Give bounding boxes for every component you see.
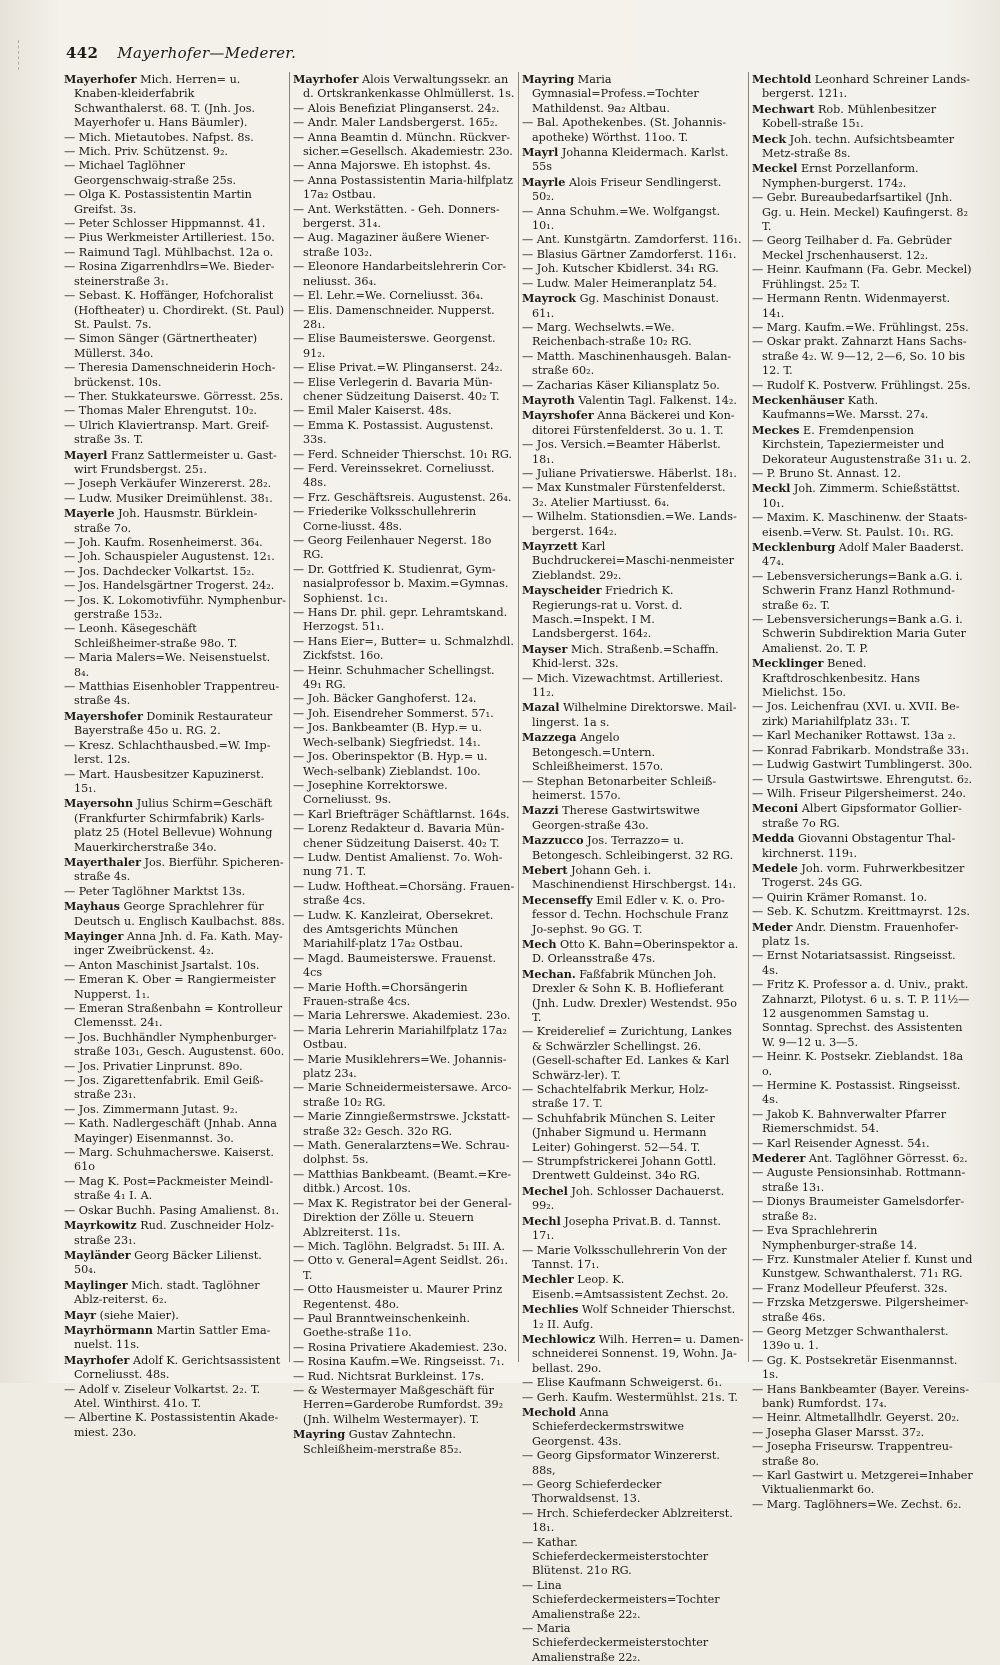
directory-subentry: — Hans Bankbeamter (Bayer. Vereins-bank) Rumfordst. 17₄.: [752, 1383, 974, 1412]
directory-subentry: — Joh. Kaufm. Rosenheimerst. 36₄.: [64, 536, 286, 550]
directory-subentry: — Dionys Braumeister Gamelsdorfer-straße 8₂.: [752, 1195, 974, 1224]
column-3: [522, 72, 744, 1664]
directory-subentry: — Gg. K. Postsekretär Eisenmannst. 1s.: [752, 1354, 974, 1383]
directory-subentry: — Marie Volksschullehrerin Von der Tannst. 17₁.: [522, 1244, 744, 1273]
directory-subentry: — Mart. Hausbesitzer Kapuzinerst. 15₁.: [64, 768, 286, 797]
directory-subentry: — P. Bruno St. Annast. 12.: [752, 467, 974, 481]
directory-subentry: — Georg Feilenhauer Negerst. 18o RG.: [293, 534, 515, 563]
directory-subentry: — Maria Malers=We. Neisenstuelst. 8₄.: [64, 651, 286, 680]
directory-subentry: — Elise Privat.=W. Plinganserst. 24₂.: [293, 361, 515, 375]
directory-subentry: — Maria Lehrerin Mariahilfplatz 17a₂ Ostbau.: [293, 1024, 515, 1053]
directory-subentry: — Kathar. Schieferdeckermeisterstochter Blütenst. 21o RG.: [522, 1536, 744, 1579]
directory-subentry: — Dr. Gottfried K. Studienrat, Gym-nasialprofessor b. Maxim.=Gymnas. Sophienst. 1c₁.: [293, 563, 515, 606]
directory-subentry: — Anna Schuhm.=We. Wolfgangst. 10₁.: [522, 205, 744, 234]
directory-entry: Mayring Gustav Zahntechn. Schleißheim-merstraße 85₂.: [293, 1427, 462, 1456]
column-divider: [518, 72, 519, 1362]
directory-subentry: — Matthias Eisenhobler Trappentreu-straße 4s.: [64, 680, 286, 709]
directory-entry: Mayrshofer Anna Bäckerei und Kon-ditorei Fürstenfelderst. 3o u. 1. T.: [522, 408, 735, 437]
column-2: [293, 72, 515, 1456]
directory-entry: Mayser Mich. Straßenb.=Schaffn. Khid-lerst. 32s.: [522, 641, 719, 671]
directory-subentry: — Georg Gipsformator Winzererst. 88s,: [522, 1449, 744, 1478]
directory-subentry: — Auguste Pensionsinhab. Rottmann-straße 13₁.: [752, 1166, 974, 1195]
directory-subentry: — Lina Schieferdeckermeisters=Tochter Amalienstraße 22₂.: [522, 1579, 744, 1622]
directory-subentry: — Kath. Nadlergeschäft (Jnhab. Anna Mayinger) Eisenmannst. 3o.: [64, 1117, 286, 1146]
directory-subentry: — Rosina Zigarrenhdlrs=We. Bieder-steinerstraße 3₁.: [64, 260, 286, 289]
directory-entry: Mechlies Wolf Schneider Thierschst. 1₂ II. Aufg.: [522, 1302, 736, 1331]
directory-subentry: — Jos. Oberinspektor (B. Hyp.= u. Wech-selbank) Zieblandst. 10o.: [293, 750, 515, 779]
directory-subentry: — Otto v. General=Agent Seidlst. 26₁. T.: [293, 1254, 515, 1283]
directory-subentry: — Hrch. Schieferdecker Ablzreiterst. 18₁.: [522, 1507, 744, 1536]
directory-subentry: — Eva Sprachlehrerin Nymphenburger-straße 14.: [752, 1224, 974, 1253]
directory-subentry: — Zacharias Käser Kiliansplatz 5o.: [522, 379, 744, 393]
directory-entry: Mayring Maria Gymnasial=Profess.=Tochter Mathildenst. 9a₂ Altbau.: [522, 72, 699, 115]
directory-entry: Mayländer Georg Bäcker Lilienst. 50₄.: [64, 1247, 262, 1277]
directory-subentry: — Ludw. Maler Heimeranplatz 54.: [522, 277, 744, 291]
directory-subentry: — Maria Schieferdeckermeisterstochter Amalienstraße 22₂.: [522, 1622, 744, 1665]
directory-subentry: — Ferd. Vereinssekret. Corneliusst. 48s.: [293, 462, 515, 491]
directory-subentry: — Marie Hofth.=Chorsängerin Frauen-straße 4cs.: [293, 981, 515, 1010]
directory-entry: Meckel Ernst Porzellanform. Nymphen-burgerst. 174₂.: [752, 161, 919, 190]
directory-entry: Mayerthaler Jos. Bierführ. Spicheren-straße 4s.: [64, 854, 284, 884]
directory-entry: Mechel Joh. Schlosser Dachauerst. 99₂.: [522, 1183, 725, 1213]
directory-entry: Mayhaus George Sprachlehrer für Deutsch u. Englisch Kaulbachst. 88s.: [64, 899, 285, 928]
directory-entry: Mecenseffy Emil Edler v. K. o. Pro-fessor d. Techn. Hochschule Franz Jo-sephst. 9o GG. T.: [522, 892, 729, 936]
column-divider: [748, 72, 749, 1362]
directory-entry: Mechtold Leonhard Schreiner Lands-bergerst. 121₁.: [752, 72, 971, 101]
directory-subentry: — Jos. Bankbeamter (B. Hyp.= u. Wech-selbank) Siegfriedst. 14₁.: [293, 721, 515, 750]
directory-subentry: — Karl Mechaniker Rottawst. 13a ₂.: [752, 729, 974, 743]
directory-subentry: — Jos. Zigarettenfabrik. Emil Geiß-straße 23₁.: [64, 1074, 286, 1103]
directory-entry: Mayrhofer Adolf K. Gerichtsassistent Corneliusst. 48s.: [64, 1352, 281, 1382]
directory-subentry: — & Westermayer Maßgeschäft für Herren=Garderobe Rumfordst. 39₂ (Jnh. Wilhelm Westermayer). T.: [293, 1384, 515, 1427]
directory-subentry: — Kresz. Schlachthausbed.=W. Imp-lerst. 12s.: [64, 739, 286, 768]
directory-entry: Mayroth Valentin Tagl. Falkenst. 14₂.: [522, 392, 737, 407]
directory-subentry: — Ant. Werkstätten. - Geh. Donners-bergerst. 31₄.: [293, 203, 515, 232]
directory-subentry: — Ludw. Hoftheat.=Chorsäng. Frauen-straße 4cs.: [293, 880, 515, 909]
directory-subentry: — Fritz K. Professor a. d. Univ., prakt. Zahnarzt, Pilotyst. 6 u. s. T. P. 11½—12 ausgenommen Samstag u. Sonntag. Sprechst. des Assistenten W. 9—12 u. 3—5.: [752, 978, 974, 1050]
directory-subentry: — Heinr. Kaufmann (Fa. Gebr. Meckel) Frühlingst. 25₂ T.: [752, 263, 974, 292]
directory-subentry: — Rosina Kaufm.=We. Ringseisst. 7₁.: [293, 1355, 515, 1369]
directory-subentry: — Elis. Damenschneider. Nupperst. 28₁.: [293, 304, 515, 333]
directory-entry: Mechold Anna Schieferdeckermstrswitwe Georgenst. 43s.: [522, 1404, 685, 1448]
directory-subentry: — Schachtelfabrik Merkur, Holz-straße 17. T.: [522, 1083, 744, 1112]
directory-subentry: — Jakob K. Bahnverwalter Pfarrer Riemerschmidst. 54.: [752, 1108, 974, 1137]
running-title: Mayerhofer—Mederer.: [117, 44, 297, 62]
directory-subentry: — Hermine K. Postassist. Ringseisst. 4s.: [752, 1079, 974, 1108]
directory-subentry: — Jos. Versich.=Beamter Häberlst. 18₁.: [522, 438, 744, 467]
directory-subentry: — Anna Postassistentin Maria-hilfplatz 17a₂ Ostbau.: [293, 174, 515, 203]
directory-subentry: — Schuhfabrik München S. Leiter (Jnhaber Sigmund u. Hermann Leiter) Gohingerst. 52—54. T.: [522, 1112, 744, 1155]
directory-subentry: — Maxim. K. Maschinenw. der Staats-eisenb.=Verw. St. Paulst. 10₁. RG.: [752, 511, 974, 540]
directory-subentry: — Joh. Eisendreher Sommerst. 57₁.: [293, 707, 515, 721]
column-divider: [289, 72, 290, 1362]
directory-subentry: — Josepha Friseursw. Trappentreu-straße 8o.: [752, 1440, 974, 1469]
directory-subentry: — Georg Teilhaber d. Fa. Gebrüder Meckel Jrschenhauserst. 12₂.: [752, 234, 974, 263]
directory-entry: Mecklinger Bened. Kraftdroschkenbesitz. Hans Mielichst. 15o.: [752, 656, 921, 700]
directory-subentry: — Karl Reisender Agnesst. 54₁.: [752, 1137, 974, 1151]
directory-subentry: — Jos. Privatier Linprunst. 89o.: [64, 1060, 286, 1074]
directory-subentry: — Marg. Taglöhners=We. Zechst. 6₂.: [752, 1498, 974, 1512]
directory-subentry: — Lebensversicherungs=Bank a.G. i. Schwerin Subdirektion Maria Guter Amalienst. 2o. T. P.: [752, 613, 974, 656]
directory-subentry: — Matthias Bankbeamt. (Beamt.=Kre-ditbk.) Arcost. 10s.: [293, 1168, 515, 1197]
directory-subentry: — Ulrich Klaviertransp. Mart. Greif-straße 3s. T.: [64, 419, 286, 448]
directory-subentry: — Josephine Korrektorswe. Corneliusst. 9s.: [293, 779, 515, 808]
directory-subentry: — Georg Schieferdecker Thorwaldsenst. 13.: [522, 1478, 744, 1507]
directory-entry: Mayrkowitz Rud. Zuschneider Holz-straße 23₁.: [64, 1218, 275, 1247]
directory-subentry: — Jos. Buchhändler Nymphenburger-straße 103₁, Gesch. Augustenst. 60o.: [64, 1031, 286, 1060]
directory-subentry: — Emma K. Postassist. Augustenst. 33s.: [293, 419, 515, 448]
directory-subentry: — Ferd. Schneider Thierschst. 10₁ RG.: [293, 448, 515, 462]
directory-entry: Medele Joh. vorm. Fuhrwerkbesitzer Trogerst. 24s GG.: [752, 860, 965, 890]
directory-subentry: — Kreiderelief = Zurichtung, Lankes & Schwärzler Schellingst. 26. (Gesell-schafter Ed. Lankes & Karl Schwärz-ler). T.: [522, 1025, 744, 1083]
directory-subentry: — Joh. Bäcker Ganghoferst. 12₄.: [293, 692, 515, 706]
directory-subentry: — Ursula Gastwirtswe. Ehrengutst. 6₂.: [752, 773, 974, 787]
directory-subentry: — El. Lehr.=We. Corneliusst. 36₄.: [293, 289, 515, 303]
directory-entry: Mazzucco Jos. Terrazzo= u. Betongesch. Schleibingerst. 32 RG.: [522, 833, 734, 862]
directory-entry: Mechler Leop. K. Eisenb.=Amtsassistent Zechst. 2o.: [522, 1272, 729, 1301]
directory-subentry: — Simon Sänger (Gärtnertheater) Müllerst. 34o.: [64, 332, 286, 361]
directory-entry: Mech Otto K. Bahn=Oberinspektor a. D. Orleansstraße 47s.: [522, 936, 739, 966]
directory-entry: Medda Giovanni Obstagentur Thal-kirchnerst. 119₁.: [752, 831, 956, 860]
directory-entry: Mechlowicz Wilh. Herren= u. Damen-schneiderei Sonnenst. 19, Wohn. Ja-bellast. 29o.: [522, 1331, 744, 1375]
directory-entry: Mazzega Angelo Betongesch.=Untern. Schleißheimerst. 157o.: [522, 730, 664, 774]
directory-subentry: — Mag K. Post=Packmeister Meindl-straße 4₁ I. A.: [64, 1175, 286, 1204]
directory-entry: Mechwart Rob. Mühlenbesitzer Kobell-straße 15₁.: [752, 101, 937, 131]
directory-entry: Mebert Johann Geh. i. Maschinendienst Hirschbergst. 14₁.: [522, 862, 737, 892]
directory-subentry: — Frzska Metzgerswe. Pilgersheimer-straße 46s.: [752, 1296, 974, 1325]
directory-subentry: — Max K. Registrator bei der General-Direktion der Zölle u. Steuern Ablzreiterst. 11s.: [293, 1197, 515, 1240]
directory-entry: Mayrle Alois Friseur Sendlingerst. 50₂.: [522, 174, 722, 204]
directory-subentry: — Blasius Gärtner Zamdorferst. 116₁.: [522, 248, 744, 262]
directory-subentry: — Raimund Tagl. Mühlbachst. 12a o.: [64, 246, 286, 260]
directory-subentry: — Josepha Glaser Marsst. 37₂.: [752, 1426, 974, 1440]
directory-subentry: — Elise Kaufmann Schweigerst. 6₁.: [522, 1376, 744, 1390]
page-edge-mark: [18, 40, 22, 70]
directory-subentry: — Max Kunstmaler Fürstenfelderst. 3₂. Atelier Martiusst. 6₄.: [522, 481, 744, 510]
directory-subentry: — Ernst Notariatsassist. Ringseisst. 4s.: [752, 949, 974, 978]
directory-subentry: — Albertine K. Postassistentin Akade-miest. 23o.: [64, 1411, 286, 1440]
directory-entry: Mayrhörmann Martin Sattler Ema-nuelst. 11s.: [64, 1322, 271, 1352]
directory-subentry: — Mich. Mietautobes. Nafpst. 8s.: [64, 131, 286, 145]
directory-subentry: — Franz Modelleur Pfeuferst. 32s.: [752, 1282, 974, 1296]
directory-entry: Meder Andr. Dienstm. Frauenhofer-platz 1s.: [752, 919, 959, 948]
directory-subentry: — Math. Generalarztens=We. Schrau-dolphst. 5s.: [293, 1139, 515, 1168]
directory-subentry: — Ludwig Gastwirt Tumblingerst. 30o.: [752, 758, 974, 772]
directory-entry: Mayrhofer Alois Verwaltungssekr. an d. Ortskrankenkasse Ohlmüllerst. 1s.: [293, 72, 515, 101]
directory-subentry: — Marg. Schuhmacherswe. Kaiserst. 61o: [64, 1146, 286, 1175]
directory-entry: Mayerle Joh. Hausmstr. Bürklein-straße 7o.: [64, 506, 258, 535]
directory-entry: Mayinger Anna Jnh. d. Fa. Kath. May-inger Zweibrückenst. 4₂.: [64, 928, 283, 958]
directory-entry: Maylinger Mich. stadt. Taglöhner Ablz-reiterst. 6₂.: [64, 1277, 260, 1307]
directory-subentry: — Juliane Privatierswe. Häberlst. 18₁.: [522, 467, 744, 481]
directory-subentry: — Konrad Fabrikarb. Mondstraße 33₁.: [752, 744, 974, 758]
directory-subentry: — Wilh. Friseur Pilgersheimerst. 24o.: [752, 787, 974, 801]
directory-subentry: — Joseph Verkäufer Winzererst. 28₂.: [64, 477, 286, 491]
directory-entry: Mechl Josepha Privat.B. d. Tannst. 17₁.: [522, 1213, 722, 1243]
directory-subentry: — Andr. Maler Landsbergerst. 165₂.: [293, 116, 515, 130]
directory-subentry: — Marie Zinngießermstrswe. Jckstatt-straße 32₂ Gesch. 32o RG.: [293, 1110, 515, 1139]
directory-entry: Mecklenburg Adolf Maler Baaderst. 47₄.: [752, 540, 964, 569]
directory-subentry: — Oskar prakt. Zahnarzt Hans Sachs-straße 4₂. W. 9—12, 2—6, So. 10 bis 12. T.: [752, 335, 974, 378]
directory-subentry: — Mich. Taglöhn. Belgradst. 5₁ III. A.: [293, 1240, 515, 1254]
directory-subentry: — Sebast. K. Hoffänger, Hofchoralist (Hoftheater) u. Chordirekt. (St. Paul) St. Paulst. 7s.: [64, 289, 286, 332]
directory-subentry: — Aug. Magaziner äußere Wiener-straße 103₂.: [293, 231, 515, 260]
directory-subentry: — Elise Baumeisterswe. Georgenst. 91₂.: [293, 332, 515, 361]
directory-entry: Meck Joh. techn. Aufsichtsbeamter Metz-straße 8s.: [752, 131, 955, 161]
directory-subentry: — Jos. Zimmermann Jutast. 9₂.: [64, 1103, 286, 1117]
directory-subentry: — Michael Taglöhner Georgenschwaig-straße 25s.: [64, 159, 286, 188]
directory-subentry: — Anna Beamtin d. Münchn. Rückver-sicher.=Gesellsch. Akademiestr. 23o.: [293, 131, 515, 160]
column-1: [64, 72, 286, 1439]
directory-subentry: — Karl Gastwirt u. Metzgerei=Inhaber Viktualienmarkt 6o.: [752, 1469, 974, 1498]
directory-subentry: — Hermann Rentn. Widenmayerst. 14₁.: [752, 292, 974, 321]
directory-subentry: — Anna Majorswe. Eh istophst. 4s.: [293, 159, 515, 173]
directory-subentry: — Jos. Dachdecker Volkartst. 15₂.: [64, 565, 286, 579]
directory-subentry: — Seb. K. Schutzm. Kreittmayrst. 12s.: [752, 905, 974, 919]
directory-entry: Mayershofer Dominik Restaurateur Bayerstraße 45o u. RG. 2.: [64, 708, 273, 738]
directory-subentry: — Joh. Kutscher Kbidlerst. 34₁ RG.: [522, 262, 744, 276]
directory-subentry: — Emeran K. Ober = Rangiermeister Nupperst. 1₁.: [64, 973, 286, 1002]
directory-subentry: — Heinr. K. Postsekr. Zieblandst. 18a o.: [752, 1050, 974, 1079]
directory-subentry: — Mich. Vizewachtmst. Artilleriest. 11₂.: [522, 672, 744, 701]
directory-entry: Meckl Joh. Zimmerm. Schießstättst. 10₁.: [752, 481, 961, 510]
directory-subentry: — Ant. Kunstgärtn. Zamdorferst. 116₁.: [522, 233, 744, 247]
directory-subentry: — Otto Hausmeister u. Maurer Prinz Regentenst. 48o.: [293, 1283, 515, 1312]
directory-entry: Mayrzett Karl Buchdruckerei=Maschi-nenmeister Zieblandst. 29₂.: [522, 539, 734, 582]
directory-subentry: — Mich. Priv. Schützenst. 9₂.: [64, 145, 286, 159]
directory-entry: Mechan. Faßfabrik München Joh. Drexler & Sohn K. B. Hoflieferant (Jnh. Ludw. Drexler) Westendst. 95o T.: [522, 966, 737, 1024]
directory-subentry: — Wilhelm. Stationsdien.=We. Lands-bergerst. 164₂.: [522, 510, 744, 539]
directory-subentry: — Maria Lehrerswe. Akademiest. 23o.: [293, 1009, 515, 1023]
directory-subentry: — Georg Metzger Schwanthalerst. 139o u. 1.: [752, 1325, 974, 1354]
directory-entry: Mederer Ant. Taglöhner Görresst. 6₂.: [752, 1151, 968, 1166]
directory-subentry: — Gerh. Kaufm. Westermühlst. 21s. T.: [522, 1391, 744, 1405]
directory-subentry: — Alois Benefiziat Plinganserst. 24₂.: [293, 102, 515, 116]
directory-entry: Mazal Wilhelmine Direktorswe. Mail-lingerst. 1a s.: [522, 700, 737, 729]
directory-subentry: — Frz. Kunstmaler Atelier f. Kunst und Kunstgew. Schwanthalerst. 71₁ RG.: [752, 1253, 974, 1282]
directory-subentry: — Magd. Baumeisterswe. Frauenst. 4cs: [293, 952, 515, 981]
directory-subentry: — Lebensversicherungs=Bank a.G. i. Schwerin Franz Hanzl Rothmund-straße 6₂. T.: [752, 570, 974, 613]
directory-entry: Mayscheider Friedrich K. Regierungs-rat u. Vorst. d. Masch.=Inspekt. I M. Landsbergerst. 164₂.: [522, 583, 683, 641]
directory-subentry: — Jos. K. Lokomotivführ. Nymphenbur-gerstraße 153₂.: [64, 594, 286, 623]
directory-subentry: — Marg. Wechselwts.=We. Reichenbach-straße 10₂ RG.: [522, 321, 744, 350]
directory-subentry: — Quirin Krämer Romanst. 1o.: [752, 891, 974, 905]
directory-subentry: — Ludw. K. Kanzleirat, Obersekret. des Amtsgerichts München Mariahilf-platz 17a₂ Ostbau.: [293, 909, 515, 952]
directory-subentry: — Matth. Maschinenhausgeh. Balan-straße 60₂.: [522, 350, 744, 379]
directory-subentry: — Frz. Geschäftsreis. Augustenst. 26₄.: [293, 491, 515, 505]
directory-subentry: — Paul Branntweinschenkeinh. Goethe-straße 11o.: [293, 1312, 515, 1341]
directory-subentry: — Marie Schneidermeistersawe. Arco-straße 10₂ RG.: [293, 1081, 515, 1110]
directory-subentry: — Strumpfstrickerei Johann Gottl. Drentwett Guldeinst. 34o RG.: [522, 1155, 744, 1184]
directory-subentry: — Karl Briefträger Schäftlarnst. 164s.: [293, 808, 515, 822]
directory-subentry: — Ludw. Musiker Dreimühlenst. 38₁.: [64, 492, 286, 506]
directory-subentry: — Eleonore Handarbeitslehrerin Cor-neliusst. 36₄.: [293, 260, 515, 289]
directory-subentry: — Pius Werkmeister Artilleriest. 15o.: [64, 231, 286, 245]
directory-entry: Meckenhäuser Kath. Kaufmanns=We. Marsst. 27₄.: [752, 392, 929, 422]
directory-entry: Mazzi Therese Gastwirtswitwe Georgen-straße 43o.: [522, 803, 700, 832]
directory-subentry: — Peter Schlosser Hippmannst. 41.: [64, 217, 286, 231]
directory-subentry: — Rudolf K. Postverw. Frühlingst. 25s.: [752, 379, 974, 393]
directory-subentry: — Theresia Damenschneiderin Hoch-brückenst. 10s.: [64, 361, 286, 390]
directory-subentry: — Elise Verlegerin d. Bavaria Mün-chener Südzeitung Daiserst. 40₂ T.: [293, 376, 515, 405]
directory-subentry: — Joh. Schauspieler Augustenst. 12₁.: [64, 550, 286, 564]
directory-subentry: — Jos. Leichenfrau (XVI. u. XVII. Be-zirk) Mariahilfplatz 33₁. T.: [752, 700, 974, 729]
directory-subentry: — Ther. Stukkateurswe. Görresst. 25s.: [64, 390, 286, 404]
directory-subentry: — Ludw. Dentist Amalienst. 7o. Woh-nung 71. T.: [293, 851, 515, 880]
directory-subentry: — Leonh. Käsegeschäft Schleißheimer-straße 98o. T.: [64, 622, 286, 651]
directory-entry: Meckes E. Fremdenpension Kirchstein, Tapeziermeister und Dekorateur Augustenstraße 31₁ u. 2.: [752, 422, 972, 466]
directory-entry: Mayr (siehe Maier).: [64, 1307, 179, 1322]
directory-subentry: — Stephan Betonarbeiter Schleiß-heimerst. 157o.: [522, 775, 744, 804]
directory-subentry: — Peter Taglöhner Marktst 13s.: [64, 885, 286, 899]
directory-subentry: — Olga K. Postassistentin Martin Greifst. 3s.: [64, 188, 286, 217]
directory-subentry: — Emil Maler Kaiserst. 48s.: [293, 404, 515, 418]
directory-entry: Meconi Albert Gipsformator Gollier-straße 7o RG.: [752, 801, 962, 830]
directory-entry: Mayrock Gg. Maschinist Donaust. 61₁.: [522, 291, 719, 320]
directory-subentry: — Bal. Apothekenbes. (St. Johannis-apotheke) Wörthst. 11oo. T.: [522, 116, 744, 145]
directory-entry: Mayrl Johanna Kleidermach. Karlst. 55s: [522, 145, 729, 174]
directory-subentry: — Heinr. Altmetallhdlr. Geyerst. 20₂.: [752, 1411, 974, 1425]
directory-subentry: — Heinr. Schuhmacher Schellingst. 49₁ RG.: [293, 664, 515, 693]
directory-subentry: — Friederike Volksschullehrerin Corne-liusst. 48s.: [293, 505, 515, 534]
directory-subentry: — Rud. Nichtsrat Burkleinst. 17s.: [293, 1370, 515, 1384]
directory-subentry: — Emeran Straßenbahn = Kontrolleur Clemensst. 24₁.: [64, 1002, 286, 1031]
column-4: [752, 72, 974, 1511]
directory-subentry: — Hans Eier=, Butter= u. Schmalzhdl. Zickfstst. 16o.: [293, 635, 515, 664]
directory-entry: Mayersohn Julius Schirm=Geschäft (Frankfurter Schirmfabrik) Karls-platz 25 (Hotel Bellevue) Wohnung Mauerkircherstraße 34o.: [64, 796, 273, 854]
directory-subentry: — Rosina Privatiere Akademiest. 23o.: [293, 1341, 515, 1355]
page-number: 442: [66, 44, 99, 62]
directory-subentry: — Anton Maschinist Jsartalst. 10s.: [64, 959, 286, 973]
directory-subentry: — Oskar Buchh. Pasing Amalienst. 8₁.: [64, 1204, 286, 1218]
directory-subentry: — Adolf v. Ziseleur Volkartst. 2₂. T. Atel. Winthirst. 41o. T.: [64, 1383, 286, 1412]
directory-subentry: — Marie Musiklehrers=We. Johannis-platz 23₄.: [293, 1053, 515, 1082]
directory-entry: Mayerl Franz Sattlermeister u. Gast-wirt Frundsbergst. 25₁.: [64, 447, 277, 476]
directory-subentry: — Lorenz Redakteur d. Bavaria Mün-chener Südzeitung Daiserst. 40₂ T.: [293, 822, 515, 851]
directory-subentry: — Marg. Kaufm.=We. Frühlingst. 25s.: [752, 321, 974, 335]
directory-subentry: — Gebr. Bureaubedarfsartikel (Jnh. Gg. u. Hein. Meckel) Kaufingerst. 8₂ T.: [752, 191, 974, 234]
directory-subentry: — Jos. Handelsgärtner Trogerst. 24₂.: [64, 579, 286, 593]
directory-entry: Mayerhofer Mich. Herren= u. Knaben-kleiderfabrik Schwanthalerst. 68. T. (Jnh. Jos. Mayerhofer u. Hans Bäumler).: [64, 72, 256, 130]
directory-subentry: — Hans Dr. phil. gepr. Lehramtskand. Herzogst. 51₁.: [293, 606, 515, 635]
directory-subentry: — Thomas Maler Ehrengutst. 10₂.: [64, 404, 286, 418]
page-header: [66, 44, 960, 72]
